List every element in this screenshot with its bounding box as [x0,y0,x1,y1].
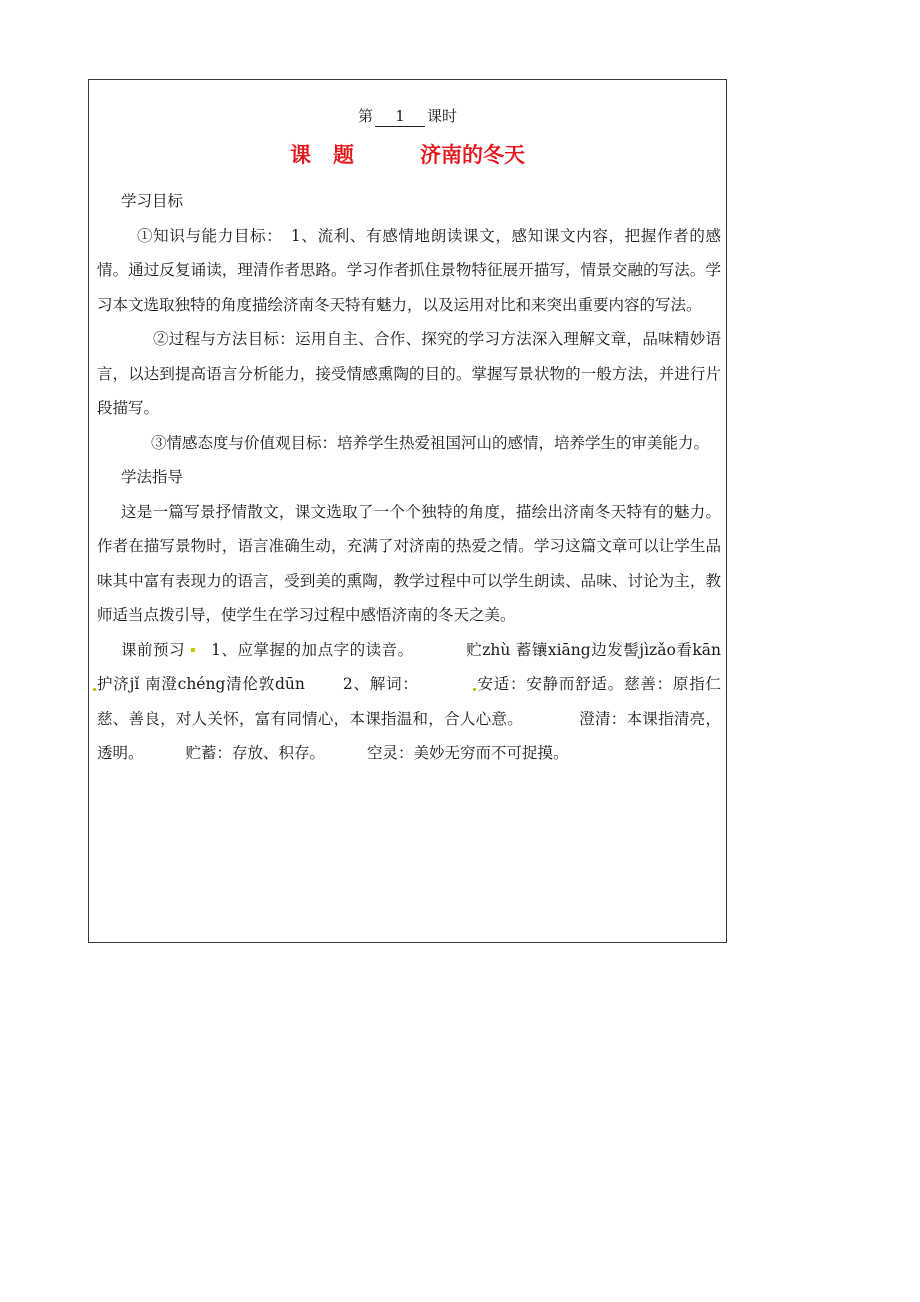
vocab-anshi: 安适：安静而舒适。 [476,675,625,693]
vocab-zhuxu: 贮蓄：存放、积存。 [185,744,326,762]
lesson-content [97,184,721,771]
vocab-chengqing-term: 澄清： [578,709,627,728]
pronunciation-7: 清伦敦dūn [225,675,305,693]
lesson-suffix: 课时 [427,107,458,125]
goals-heading: 学习目标 [121,192,184,210]
lesson-plan-frame [88,79,727,943]
lesson-title [89,140,726,170]
preview-item2-label: 2、解词： [342,675,419,693]
method-body: 这是一篇写景抒情散文，课文选取了一个个独特的角度，描绘出济南冬天特有的魅力。作者在描写景物时，语言准确生动，充满了对济南的热爱之情。学习这篇文章可以让学生品味其中富有表现力的语言，受到美的熏陶，教学过程中可以学生朗读、品味、讨论为主，教师适当点拨引导，使学生在学习过程中感悟济南的冬天之美。 [97,502,721,624]
pronunciation-1: 贮zhù [465,640,511,659]
goal-emotion: ③情感态度与价值观目标：培养学生热爱祖国河山的感情，培养学生的审美能力。 [151,433,710,452]
vocab-chengqing-def: 本课指清亮，透明。 [97,709,721,762]
pronunciation-3: 边发髻jìzǎo [590,640,676,659]
vocab-cishan: 慈善：原指仁慈、善良，对人关怀，富有同情心，本课指温和，合人心意。 [97,675,721,728]
pronunciation-2: 蓄镶xiāng [515,640,591,659]
title-name: 济南的冬天 [420,142,525,167]
preview-item1-label: 1、应掌握的加点字的读音。 [211,640,414,659]
goal-process: ②过程与方法目标：运用自主、合作、探究的学习方法深入理解文章，品味精妙语言，以达到提高语言分析能力，接受情感熏陶的目的。掌握写景状物的一般方法，并进行片段描写。 [97,330,721,417]
pronunciation-4: 看kān [675,640,721,659]
title-label-2: 题 [333,142,354,167]
vocab-kongling: 空灵：美妙无穷而不可捉摸。 [367,744,569,762]
lesson-number: 1 [375,106,425,127]
lesson-prefix: 第 [357,107,373,125]
title-label-1: 课 [290,142,311,167]
pronunciation-5: 护济jǐ [97,675,140,693]
preview-paragraph [97,633,721,771]
pronunciation-6: 南澄chéng [145,675,226,693]
preview-heading: 课前预习 [121,640,186,659]
lesson-period-line [89,106,726,127]
method-heading: 学法指导 [121,468,184,486]
goal-knowledge: ①知识与能力目标： 1、流利、有感情地朗读课文，感知课文内容，把握作者的感情。通过反复诵读，理清作者思路。学习作者抓住景物特征展开描写，情景交融的写法。学习本文选取独特的角度描绘济南冬天特有魅力，以及运用对比和来突出重要内容的写法。 [97,226,721,314]
highlight-marker [191,648,195,652]
